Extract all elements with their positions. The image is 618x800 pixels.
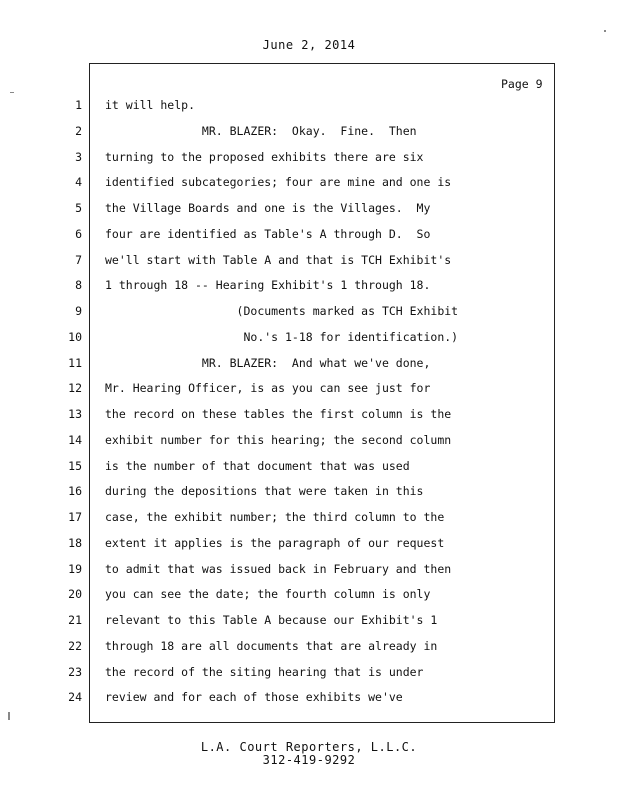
line-number: 15 [68,458,82,473]
transcript-line: to admit that was issued back in February and then [105,561,452,576]
transcript-line: you can see the date; the fourth column is only [105,587,431,602]
line-number: 9 [75,304,82,318]
line-number: 12 [68,381,82,396]
line-number: 20 [68,587,82,602]
transcript-line: identified subcategories; four are mine and one is [105,175,452,190]
line-number: 23 [68,664,82,679]
line-number: 17 [68,510,82,524]
transcript-line: review and for each of those exhibits we've [105,690,403,705]
line-number: 4 [75,175,82,190]
line-number: 13 [68,407,82,421]
page-number: Page 9 [501,77,543,91]
transcript-line: the record on these tables the first column is the [105,407,452,421]
line-number: 16 [68,484,82,499]
scan-speck [8,712,10,720]
transcript-line: the Village Boards and one is the Villages. My [105,201,431,215]
transcript-line: is the number of that document that was used [105,458,410,473]
transcript-line: through 18 are all documents that are already in [105,638,438,653]
transcript-line: extent it applies is the paragraph of our request [105,535,445,550]
line-number: 18 [68,535,82,550]
transcript-line: four are identified as Table's A through D. So [105,226,431,241]
transcript-line: case, the exhibit number; the third column to the [105,510,445,524]
line-number: 6 [75,226,82,241]
reporter-firm: L.A. Court Reporters, L.L.C. [200,740,418,754]
line-number: 22 [68,638,82,653]
line-number: 24 [68,690,82,705]
transcript-date: June 2, 2014 [262,38,356,52]
transcript-line: exhibit number for this hearing; the second column [105,432,452,447]
line-number: 7 [75,252,82,267]
line-number: 8 [75,278,82,293]
line-number: 10 [68,329,82,344]
transcript-line: it will help. [105,98,196,112]
transcript-line: we'll start with Table A and that is TCH Exhibit's [105,252,452,267]
transcript-line: No.'s 1-18 for identification.) [105,329,459,344]
line-number: 1 [75,98,82,112]
transcript-line: the record of the siting hearing that is under [105,664,424,679]
line-number: 19 [68,561,82,576]
transcript-line: during the depositions that were taken in this [105,484,424,499]
transcript-line: (Documents marked as TCH Exhibit [105,304,459,318]
transcript-line: MR. BLAZER: And what we've done, [105,355,431,370]
transcript-line: turning to the proposed exhibits there are six [105,149,424,164]
transcript-line: Mr. Hearing Officer, is as you can see just for [105,381,431,396]
line-number: 21 [68,613,82,627]
line-number: 2 [75,123,82,138]
line-number: 11 [68,355,82,370]
line-number: 3 [75,149,82,164]
scan-speck [10,92,14,93]
line-number: 5 [75,201,82,215]
reporter-phone: 312-419-9292 [262,753,356,767]
transcript-line: 1 through 18 -- Hearing Exhibit's 1 through 18. [105,278,431,293]
transcript-line: MR. BLAZER: Okay. Fine. Then [105,123,417,138]
scan-speck [604,30,606,32]
transcript-line: relevant to this Table A because our Exhibit's 1 [105,613,438,627]
line-number: 14 [68,432,82,447]
